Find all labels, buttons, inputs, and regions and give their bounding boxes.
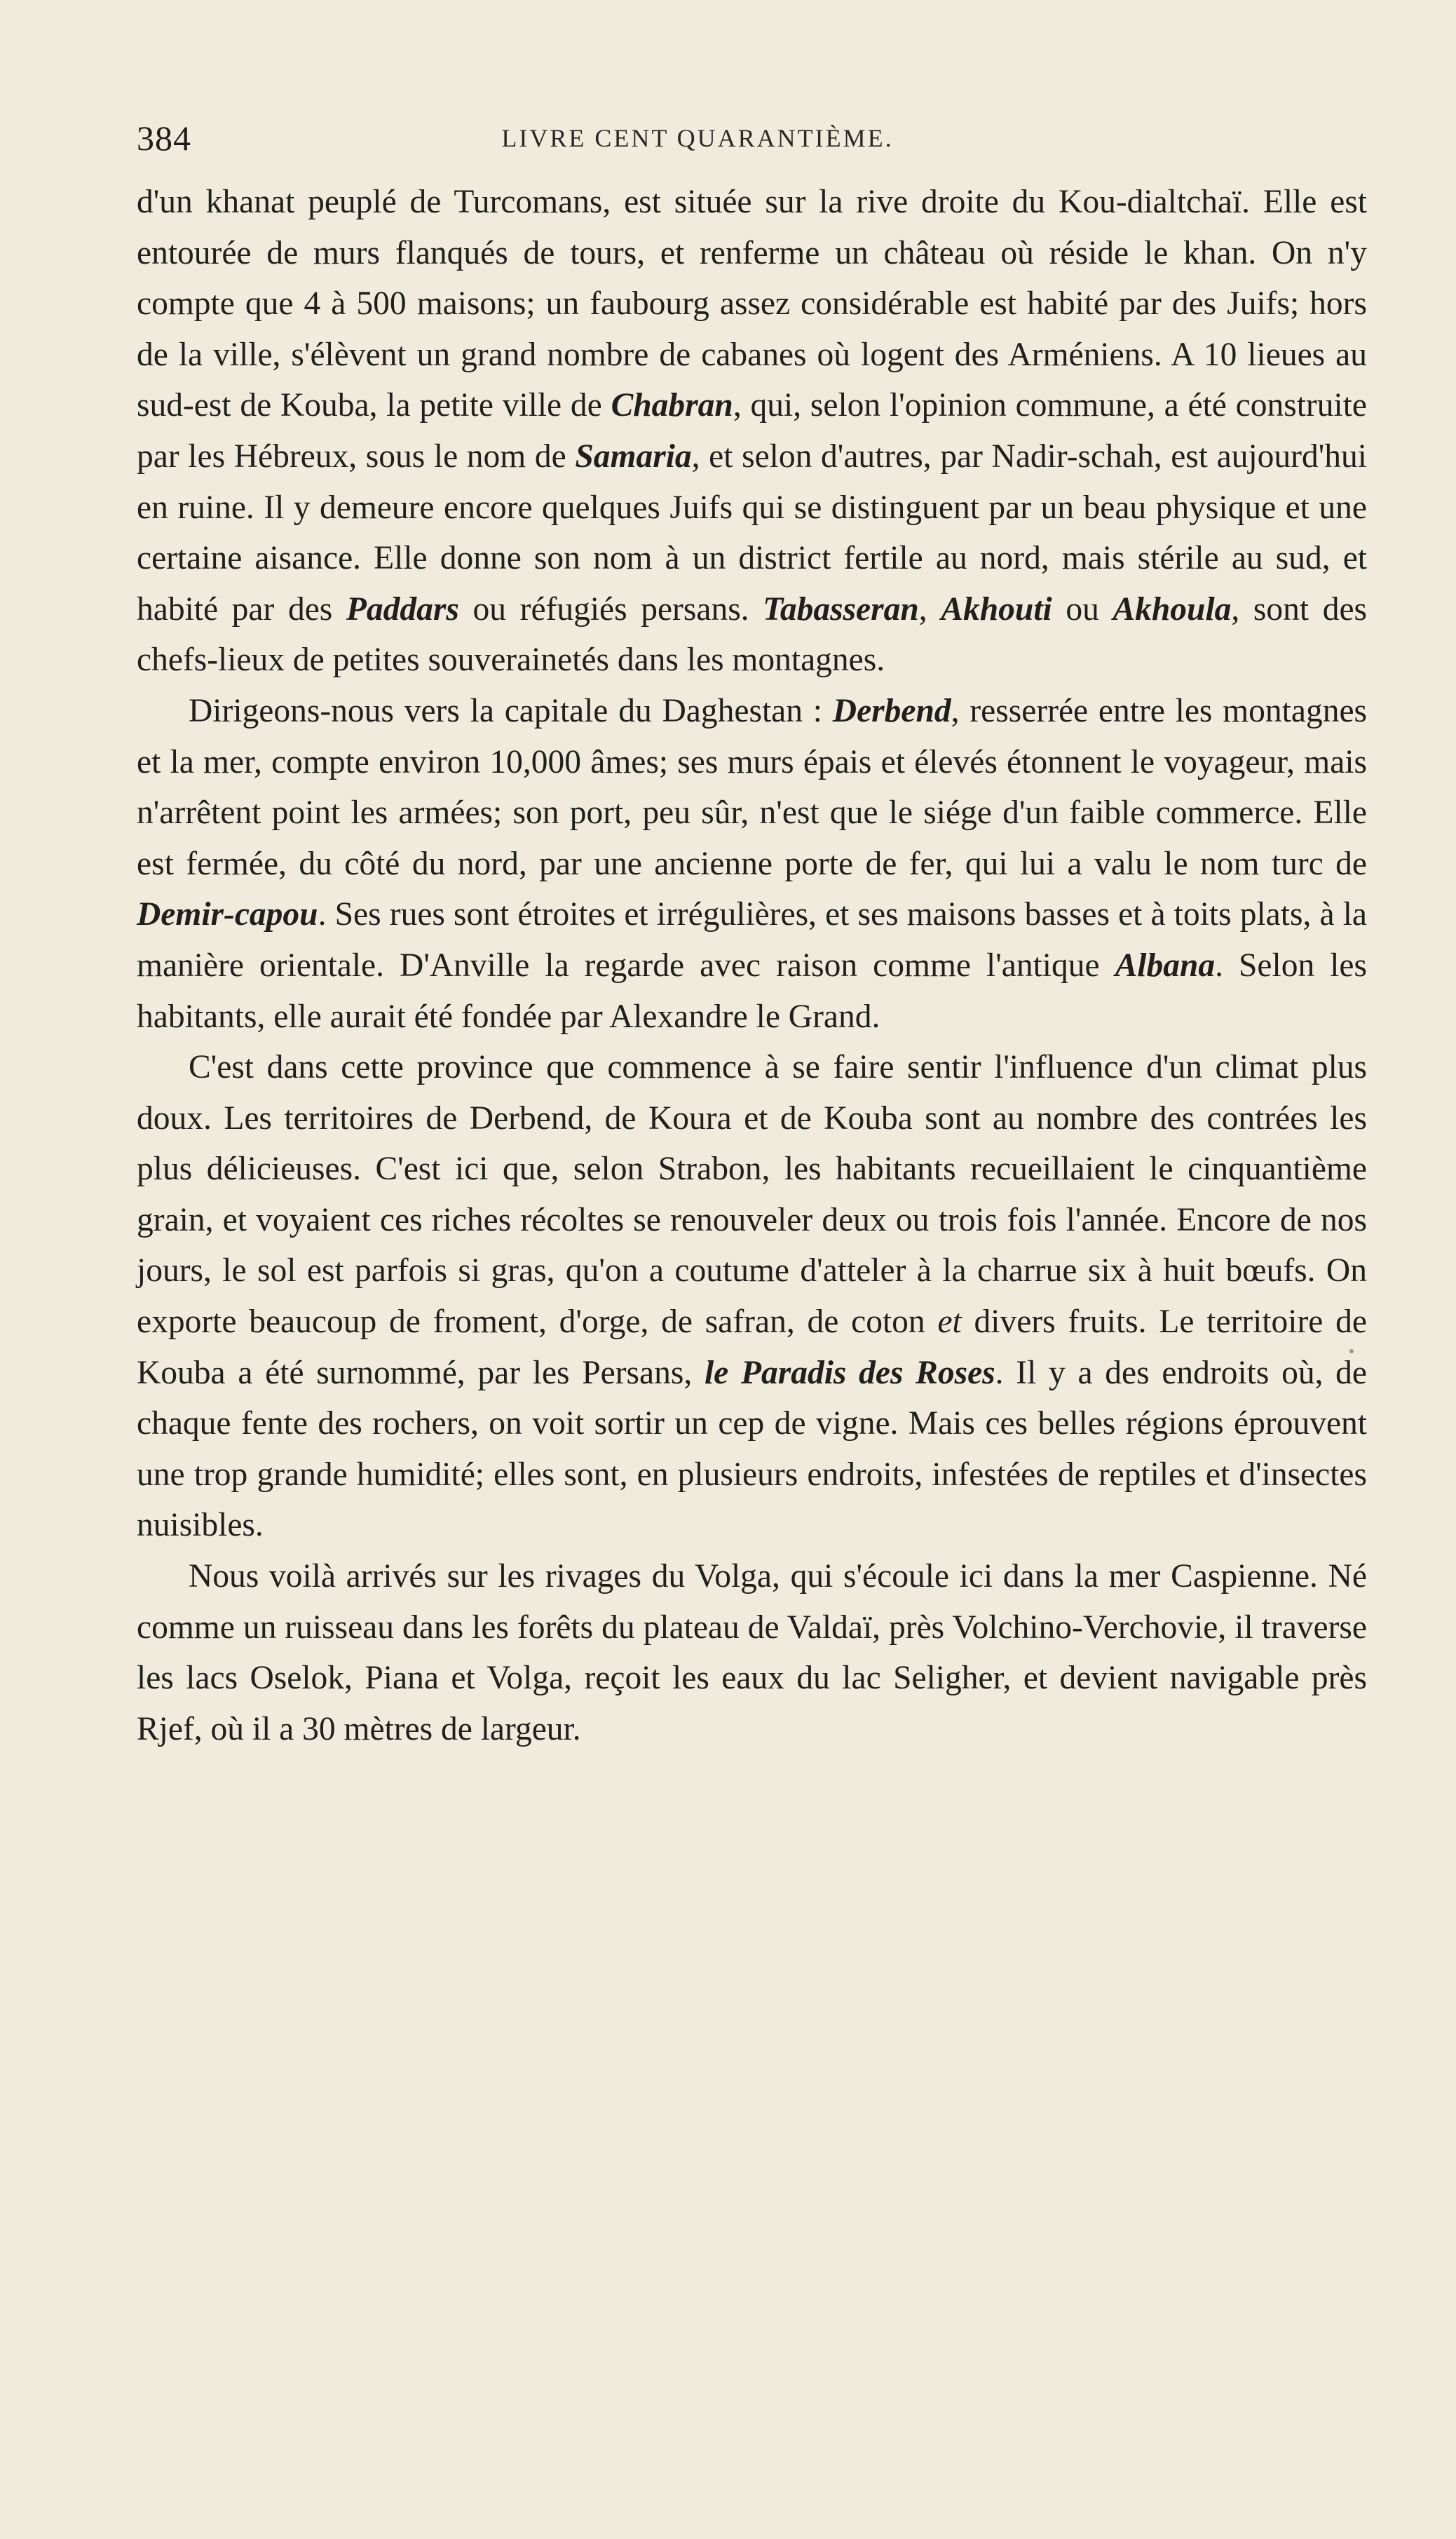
text-run: , resserrée entre les montagnes et la mer, compte environ 10,000 âmes; ses murs épais et élevés étonnent le voyageur, mais n'arrêtent point les armées; son port, peu sûr, n'est que le siége d'un faible commerce. Elle est fermée, du côté du nord, par une ancienne porte de fer, qui lui a valu le nom turc de [137, 692, 1368, 882]
text-run: , qui, selon l'opinion commune, a été construite par les Hébreux, sous le nom de [137, 387, 1367, 475]
text-run: , sont des chefs-lieux de petites souverainetés dans les montagnes. [137, 590, 1368, 679]
body-text [137, 177, 1367, 1754]
text-run: ou [1052, 590, 1113, 628]
italic-term: Tabasseran [763, 590, 919, 628]
page-number: 384 [137, 119, 191, 158]
italic-term: le Paradis des Roses [704, 1354, 995, 1391]
italic-term: Chabran [611, 387, 733, 424]
text-run: Nous voilà arrivés sur les rivages du Volga, qui s'écoule ici dans la mer Caspienne. Né comme un ruisseau dans les forêts du plateau de Valdaï, près Volchino-Verchovie, il traverse les lacs Oselok, Piana et Volga, reçoit les eaux du lac Seligher, et devient navigable près Rjef, où il a 30 mètres de largeur. [137, 1558, 1367, 1747]
italic-term: Samaria [575, 438, 692, 475]
text-run: , [918, 590, 941, 628]
paragraph-volga [137, 1551, 1367, 1754]
text-run: . Selon les habitants, elle aurait été fondée par Alexandre le Grand. [137, 947, 1367, 1035]
italic-term: Demir-capou [137, 896, 318, 933]
paragraph-continuation [137, 177, 1367, 686]
text-run: d'un khanat peuplé de Turcomans, est située sur la rive droite du Kou-dialtchaï. Elle est entourée de murs flanqués de tours, et renferme un château où réside le khan. On n'y compte que 4 à 500 maisons; un faubourg assez considérable est habité par des Juifs; hors de la ville, s'élèvent un grand nombre de cabanes où logent des Arméniens. A 10 lieues au sud-est de Kouba, la petite ville de [137, 184, 1367, 424]
page-header [137, 118, 1370, 167]
paragraph-derbend [137, 686, 1367, 1042]
text-run: ou réfugiés persans. [458, 590, 763, 628]
text-run: . Ses rues sont étroites et irrégulières, et ses maisons basses et à toits plats, à la manière orientale. D'Anville la regarde avec raison comme l'antique [137, 896, 1367, 984]
paper-speck [1349, 1349, 1354, 1353]
italic-term: Derbend [832, 692, 951, 729]
text-run: divers fruits. Le territoire de Kouba a été surnommé, par les Persans, [137, 1304, 1367, 1391]
text-run: C'est dans cette province que commence à se faire sentir l'influence d'un climat plus doux. Les territoires de Derbend, de Koura et de Kouba sont au nombre des contrées les plus délicieuses. C'est ici que, selon Strabon, les habitants recueillaient le cinquantième grain, et voyaient ces riches récoltes se renouveler deux ou trois fois l'année. Encore de nos jours, le sol est parfois si gras, qu'on a coutume d'atteler à la charrue six à huit bœufs. On exporte beaucoup de froment, d'orge, de safran, de coton [137, 1049, 1367, 1341]
italic-term: Akhouti [941, 590, 1052, 628]
italic-term: Paddars [346, 590, 459, 628]
italic-term: et [937, 1304, 962, 1341]
italic-term: Albana [1115, 947, 1216, 984]
text-run: Dirigeons-nous vers la capitale du Daghestan : [189, 692, 833, 729]
paragraph-climate [137, 1042, 1367, 1551]
running-title: LIVRE CENT QUARANTIÈME. [501, 124, 894, 152]
text-run: , et selon d'autres, par Nadir-schah, est aujourd'hui en ruine. Il y demeure encore quelques Juifs qui se distinguent par un beau physique et une certaine aisance. Elle donne son nom à un district fertile au nord, mais stérile au sud, et habité par des [137, 438, 1367, 628]
italic-term: Akhoula [1113, 590, 1232, 628]
text-run: . Il y a des endroits où, de chaque fente des rochers, on voit sortir un cep de vigne. Mais ces belles régions éprouvent une trop grande humidité; elles sont, en plusieurs endroits, infestées de reptiles et d'insectes nuisibles. [137, 1354, 1367, 1544]
